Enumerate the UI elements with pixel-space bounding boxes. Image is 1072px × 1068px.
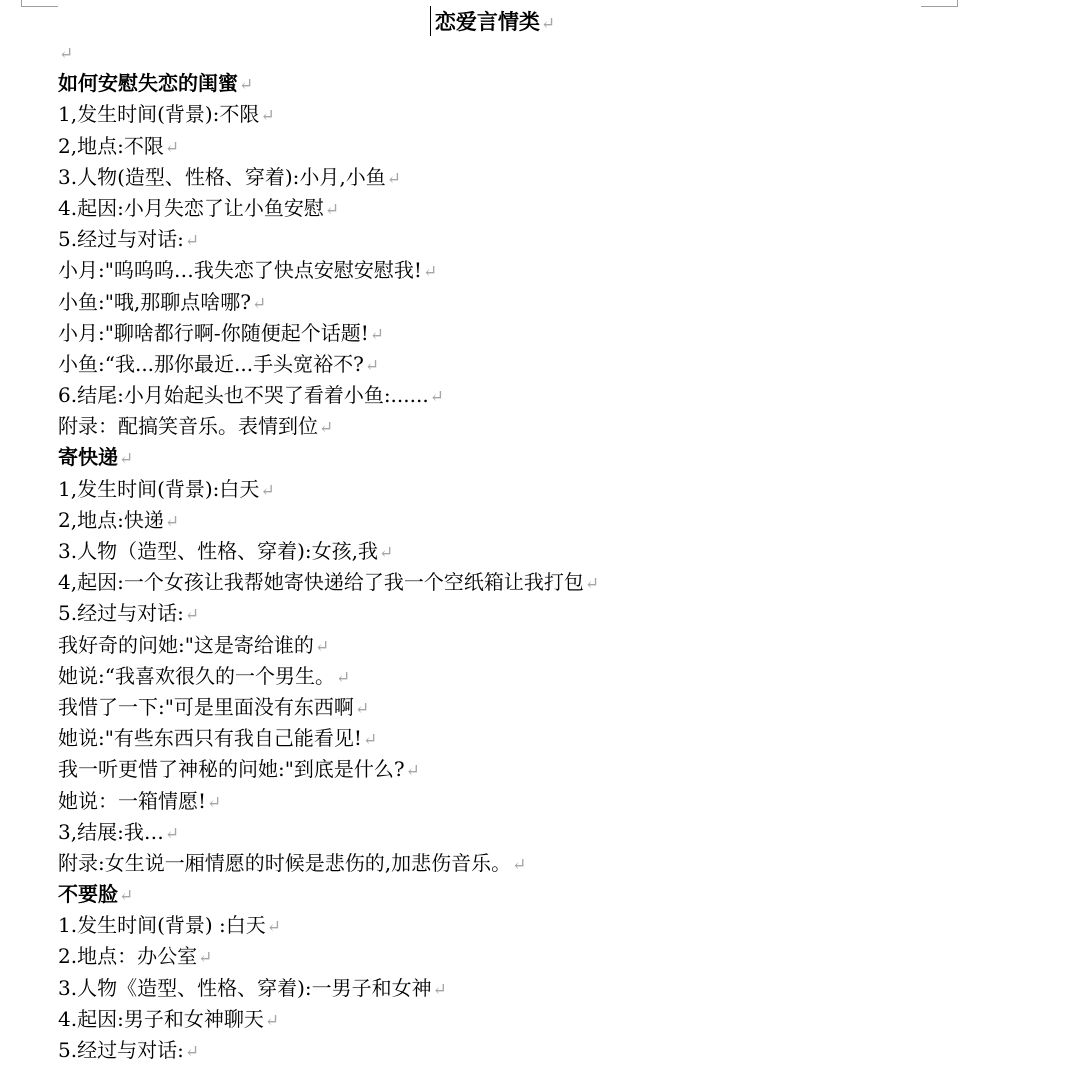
paragraph[interactable] <box>58 692 1038 723</box>
paragraph-mark-icon: ↵ <box>184 1042 200 1062</box>
paragraph[interactable] <box>58 255 1038 286</box>
paragraph[interactable] <box>58 474 1038 505</box>
paragraph-mark-icon: ↵ <box>164 511 180 532</box>
paragraph-text: 2.地点：办公室 <box>58 944 198 969</box>
paragraph[interactable] <box>58 848 1038 879</box>
paragraph[interactable] <box>58 411 1038 442</box>
paragraph[interactable] <box>58 380 1038 411</box>
paragraph[interactable] <box>58 162 1038 193</box>
paragraph-text: 3.人物（造型、性格、穿着):女孩,我 <box>58 539 378 563</box>
paragraph[interactable] <box>58 1004 1038 1035</box>
paragraph-mark-icon: ↵ <box>314 636 330 657</box>
paragraph[interactable] <box>58 193 1038 224</box>
paragraph[interactable] <box>58 567 1038 598</box>
paragraph-text: 1.发生时间(背景) :白天 <box>58 913 266 938</box>
paragraph[interactable] <box>58 786 1038 817</box>
paragraph-mark-icon: ↵ <box>324 199 340 220</box>
paragraph-text: 5.经过与对话: <box>58 227 184 252</box>
paragraph[interactable] <box>58 536 1038 567</box>
paragraph-text: 小月:"呜呜呜…我失恋了快点安慰安慰我! <box>58 258 422 283</box>
paragraph-text: 2,地点:不限 <box>58 133 164 158</box>
document-title-text: 恋爱言情类 <box>434 9 540 34</box>
paragraph-text: 3.人物《造型、性格、穿着):一男子和女神 <box>58 975 432 1000</box>
paragraph-text: 我惜了一下:"可是里面没有东西啊 <box>58 694 354 719</box>
paragraph-mark-icon: ↵ <box>432 979 447 1000</box>
paragraph[interactable] <box>58 318 1038 349</box>
paragraph-text: 附录：配搞笑音乐。表情到位 <box>58 414 318 439</box>
paragraph-mark-icon: ↵ <box>260 106 275 127</box>
section-heading[interactable] <box>58 442 1038 473</box>
paragraph-text: 5.经过与对话: <box>58 1038 184 1062</box>
paragraph-mark-icon: ↵ <box>260 480 275 501</box>
paragraph[interactable] <box>58 910 1038 941</box>
paragraph[interactable] <box>58 99 1038 130</box>
paragraph-text: 3.人物(造型、性格、穿着):小月,小鱼 <box>58 164 386 189</box>
paragraph[interactable] <box>58 973 1038 1004</box>
paragraph[interactable] <box>58 661 1038 692</box>
paragraph-text: 2,地点:快递 <box>58 507 164 532</box>
paragraph-text: 3,结展:我… <box>58 819 164 844</box>
paragraph-text: 4.起因:小月失恋了让小鱼安慰 <box>58 195 324 220</box>
paragraph-mark-icon: ↵ <box>207 792 222 813</box>
document-title[interactable] <box>0 6 990 37</box>
paragraph-mark-icon: ↵ <box>119 886 134 907</box>
paragraph[interactable] <box>58 287 1038 318</box>
paragraph[interactable] <box>58 1035 1038 1066</box>
section-heading[interactable] <box>58 879 1038 910</box>
paragraph-text: 小鱼:"哦,那聊点啥哪? <box>58 289 252 314</box>
paragraph[interactable] <box>58 630 1038 661</box>
paragraph-text: 1,发生时间(背景):白天 <box>58 476 260 501</box>
paragraph-mark-icon: ↵ <box>378 543 394 563</box>
document-body[interactable] <box>58 37 1038 1066</box>
paragraph[interactable] <box>58 598 1038 629</box>
paragraph-text: 小月:"聊啥都行啊-你随便起个话题! <box>58 320 369 345</box>
paragraph-text: 她说：一箱情愿! <box>58 788 207 813</box>
paragraph-text: 5.经过与对话: <box>58 601 184 626</box>
paragraph-mark-icon: ↵ <box>164 823 180 844</box>
paragraph-mark-icon: ↵ <box>405 761 420 782</box>
paragraph-mark-icon: ↵ <box>198 948 213 969</box>
paragraph[interactable] <box>58 723 1038 754</box>
paragraph[interactable] <box>58 224 1038 255</box>
paragraph-mark-icon: ↵ <box>119 449 134 470</box>
paragraph-mark-icon: ↵ <box>429 387 444 408</box>
paragraph-text: 1,发生时间(背景):不限 <box>58 102 260 127</box>
paragraph-mark-icon: ↵ <box>364 355 380 376</box>
paragraph-text: 如何安慰失恋的闺蜜 <box>58 71 238 96</box>
paragraph-text: 她说:"有些东西只有我自己能看见! <box>58 726 362 751</box>
paragraph[interactable] <box>58 37 1038 68</box>
section-heading[interactable] <box>58 68 1038 99</box>
paragraph-mark-icon: ↵ <box>512 854 527 875</box>
paragraph-text: 她说:“我喜欢很久的一个男生。 <box>58 663 335 688</box>
paragraph-text: 4.起因:男子和女神聊天 <box>58 1006 264 1031</box>
text-cursor <box>430 6 431 36</box>
paragraph[interactable] <box>58 817 1038 848</box>
paragraph[interactable] <box>58 131 1038 162</box>
paragraph-mark-icon: ↵ <box>335 667 351 688</box>
paragraph[interactable] <box>58 349 1038 380</box>
paragraph-mark-icon: ↵ <box>252 293 267 314</box>
paragraph-text: 我好奇的问她:"这是寄给谁的 <box>58 632 314 657</box>
paragraph[interactable] <box>58 941 1038 972</box>
paragraph[interactable] <box>58 754 1038 785</box>
paragraph-text: 寄快递 <box>58 445 118 470</box>
paragraph-mark-icon: ↵ <box>584 574 600 595</box>
paragraph-mark-icon: ↵ <box>59 44 74 64</box>
paragraph-mark-icon: ↵ <box>540 14 556 34</box>
paragraph-mark-icon: ↵ <box>386 168 402 189</box>
paragraph-mark-icon: ↵ <box>422 262 438 283</box>
paragraph-mark-icon: ↵ <box>239 75 254 96</box>
paragraph-text: 小鱼:“我...那你最近...手头宽裕不? <box>58 351 364 376</box>
paragraph-mark-icon: ↵ <box>369 324 384 345</box>
paragraph-mark-icon: ↵ <box>264 1010 280 1031</box>
paragraph-mark-icon: ↵ <box>266 917 282 938</box>
paragraph-text: 附录:女生说一厢情愿的时候是悲伤的,加悲伤音乐。 <box>58 850 512 875</box>
paragraph-text: 我一听更惜了神秘的问她:"到底是什么? <box>58 757 405 782</box>
paragraph-mark-icon: ↵ <box>164 137 180 158</box>
paragraph-text: 6.结尾:小月始起头也不哭了看着小鱼:...... <box>58 383 429 408</box>
paragraph-mark-icon: ↵ <box>362 730 378 751</box>
paragraph-mark-icon: ↵ <box>354 698 370 719</box>
paragraph[interactable] <box>58 505 1038 536</box>
paragraph-text: 4,起因:一个女孩让我帮她寄快递给了我一个空纸箱让我打包 <box>58 570 584 595</box>
paragraph-mark-icon: ↵ <box>184 231 200 252</box>
paragraph-text: 不要脸 <box>58 882 118 907</box>
paragraph-mark-icon: ↵ <box>319 418 334 439</box>
paragraph-mark-icon: ↵ <box>184 605 200 626</box>
